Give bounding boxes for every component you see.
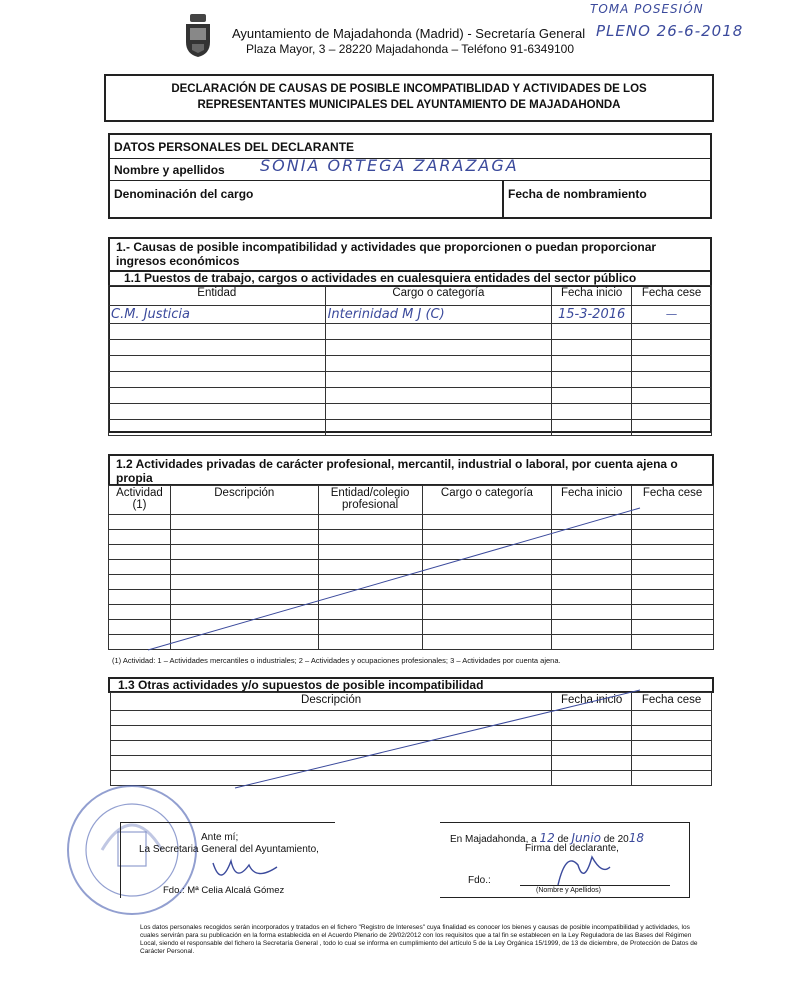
cell[interactable] — [632, 741, 712, 756]
cell[interactable] — [109, 605, 171, 620]
year-prefix: de 20 — [603, 834, 629, 845]
secretary-signature-icon — [211, 853, 281, 888]
data-protection-notice: Los datos personales recogidos serán incorporados y tratados en el fichero "Registro de Intereses" cuya finalidad es conocer los bienes y causas de posible incompatibilidad y actividades, los cuales servirán para su publicación en la forma establecida en el Acuerdo Plenario de 29/02/2012 con los requisitos que a tal fin se establecen en la Ley Reguladora de las Bases del Régimen Local, siendo el responsable del fichero la Secretaría General , todo lo cual se informa en cumplimiento del artículo 5 de la Ley Orgánica 15/1999, de 13 de diciembre, de Protección de Datos de Carácter Personal. — [140, 924, 698, 956]
col-descripcion: Descripción — [111, 693, 552, 711]
table-row — [109, 575, 714, 590]
cell[interactable] — [632, 560, 714, 575]
cell[interactable] — [170, 560, 318, 575]
cell[interactable] — [552, 340, 632, 356]
cell[interactable]: C.M. Justicia — [109, 306, 326, 324]
cell[interactable] — [632, 515, 714, 530]
table-row — [109, 306, 712, 324]
handwritten-note-date: PLENO 26-6-2018 — [596, 22, 744, 40]
cell[interactable] — [632, 372, 712, 388]
table-row — [109, 515, 714, 530]
cell[interactable] — [422, 545, 552, 560]
cell[interactable]: — — [632, 306, 712, 324]
cell[interactable] — [632, 388, 712, 404]
cell[interactable] — [111, 711, 552, 726]
cell[interactable] — [318, 590, 422, 605]
cell[interactable] — [632, 605, 714, 620]
cell[interactable] — [170, 575, 318, 590]
cell[interactable] — [632, 711, 712, 726]
cell[interactable] — [552, 605, 632, 620]
cell[interactable] — [170, 530, 318, 545]
table-row — [109, 372, 712, 388]
cell[interactable] — [318, 545, 422, 560]
table-row — [109, 356, 712, 372]
year-value[interactable]: 18 — [628, 831, 645, 845]
col-entidad-colegio: Entidad/colegio profesional — [318, 486, 422, 515]
cell[interactable] — [552, 530, 632, 545]
cell[interactable] — [422, 620, 552, 635]
section-2-heading: 1.2 Actividades privadas de carácter profesional, mercantil, industrial o laboral, por cuenta ajena o propia — [116, 457, 678, 485]
table-row — [109, 404, 712, 420]
cell[interactable] — [552, 756, 632, 771]
table-row — [111, 711, 712, 726]
cell[interactable] — [552, 372, 632, 388]
cell[interactable] — [325, 340, 552, 356]
cell[interactable] — [552, 388, 632, 404]
table-row — [111, 741, 712, 756]
cell[interactable] — [325, 420, 552, 436]
table-row — [111, 726, 712, 741]
cell[interactable] — [318, 575, 422, 590]
table-row — [109, 340, 712, 356]
cell[interactable] — [170, 515, 318, 530]
cell[interactable] — [632, 635, 714, 650]
position-label: Denominación del cargo — [114, 187, 254, 201]
cell[interactable] — [632, 575, 714, 590]
name-value[interactable]: SONIA ORTEGA ZARAZAGA — [260, 156, 519, 175]
cell[interactable] — [109, 372, 326, 388]
cell[interactable] — [552, 575, 632, 590]
cell[interactable] — [109, 560, 171, 575]
cell[interactable] — [422, 575, 552, 590]
place-label: En Majadahonda, a — [450, 834, 537, 845]
cell[interactable] — [109, 388, 326, 404]
table-row — [109, 420, 712, 436]
cell[interactable] — [111, 726, 552, 741]
cell[interactable] — [109, 420, 326, 436]
col-actividad: Actividad (1) — [109, 486, 171, 515]
cell[interactable] — [422, 635, 552, 650]
day-value[interactable]: 12 — [539, 831, 555, 845]
cell[interactable] — [422, 530, 552, 545]
col-cargo: Cargo o categoría — [422, 486, 552, 515]
cell[interactable] — [325, 372, 552, 388]
section-1-1-heading: 1.1 Puestos de trabajo, cargos o actividades en cualesquiera entidades del sector público — [110, 270, 710, 287]
cell[interactable] — [552, 404, 632, 420]
cell[interactable] — [109, 530, 171, 545]
col-fecha-cese: Fecha cese — [632, 286, 712, 306]
cell[interactable] — [318, 605, 422, 620]
name-label: Nombre y apellidos — [114, 163, 225, 177]
cell[interactable] — [552, 515, 632, 530]
cell[interactable] — [109, 635, 171, 650]
header-address: Plaza Mayor, 3 – 28220 Majadahonda – Teléfono 91-6349100 — [246, 42, 575, 56]
cell[interactable] — [552, 560, 632, 575]
table-row — [109, 388, 712, 404]
cell[interactable] — [109, 356, 326, 372]
cell[interactable] — [318, 620, 422, 635]
col-descripcion: Descripción — [170, 486, 318, 515]
cell[interactable] — [109, 545, 171, 560]
table-row — [109, 605, 714, 620]
cell[interactable] — [552, 741, 632, 756]
declarant-sign-label: Firma del declarante, — [525, 843, 619, 854]
cell[interactable] — [632, 545, 714, 560]
position-row — [110, 181, 710, 219]
table-other-activities — [110, 692, 712, 786]
cell[interactable] — [109, 515, 171, 530]
cell[interactable] — [109, 590, 171, 605]
table-row — [109, 545, 714, 560]
cell[interactable] — [318, 635, 422, 650]
cell[interactable] — [170, 635, 318, 650]
title-line-1: DECLARACIÓN DE CAUSAS DE POSIBLE INCOMPATIBLIDAD Y ACTIVIDADES DE LOS — [171, 83, 647, 96]
col-entidad: Entidad — [109, 286, 326, 306]
cell[interactable] — [422, 515, 552, 530]
cell[interactable] — [632, 590, 714, 605]
cell[interactable] — [552, 711, 632, 726]
table-row — [109, 620, 714, 635]
document-title — [104, 74, 714, 122]
col-fecha-inicio: Fecha inicio — [552, 286, 632, 306]
table-private-activities — [108, 485, 714, 650]
cell[interactable] — [632, 420, 712, 436]
cell[interactable] — [552, 771, 632, 786]
secretary-title: La Secretaria General del Ayuntamiento, — [139, 844, 319, 855]
name-row — [110, 156, 710, 181]
cell[interactable] — [109, 404, 326, 420]
table-public-sector — [108, 285, 712, 436]
cell[interactable] — [318, 530, 422, 545]
cell[interactable] — [111, 741, 552, 756]
cell[interactable] — [632, 356, 712, 372]
cell[interactable] — [422, 560, 552, 575]
table-row — [109, 324, 712, 340]
cell[interactable] — [552, 635, 632, 650]
personal-data-box — [108, 133, 712, 219]
col-cargo: Cargo o categoría — [325, 286, 552, 306]
month-value[interactable]: Junio — [571, 831, 601, 845]
cell[interactable]: Interinidad M J (C) — [325, 306, 552, 324]
col-fecha-cese: Fecha cese — [632, 486, 714, 515]
coat-of-arms-icon — [183, 14, 213, 58]
fdo-label: Fdo.: — [468, 875, 491, 886]
cell[interactable] — [552, 356, 632, 372]
table-row — [109, 530, 714, 545]
cell[interactable] — [552, 324, 632, 340]
cell[interactable] — [552, 726, 632, 741]
col-fecha-cese: Fecha cese — [632, 693, 712, 711]
handwritten-note-top: TOMA POSESIÓN — [590, 2, 704, 16]
cell[interactable] — [552, 545, 632, 560]
section-3-heading: 1.3 Otras actividades y/o supuestos de posible incompatibilidad — [118, 678, 484, 692]
cell[interactable] — [632, 340, 712, 356]
cell[interactable] — [632, 324, 712, 340]
personal-heading: DATOS PERSONALES DEL DECLARANTE — [110, 135, 710, 159]
cell[interactable] — [109, 620, 171, 635]
cell[interactable] — [632, 530, 714, 545]
cell[interactable] — [325, 404, 552, 420]
appointment-label: Fecha de nombramiento — [502, 181, 651, 219]
cell[interactable] — [422, 590, 552, 605]
cell[interactable] — [552, 420, 632, 436]
cell[interactable] — [170, 620, 318, 635]
cell[interactable] — [170, 545, 318, 560]
cell[interactable]: 15-3-2016 — [552, 306, 632, 324]
cell[interactable] — [632, 756, 712, 771]
cell[interactable] — [552, 590, 632, 605]
cell[interactable] — [422, 605, 552, 620]
table-row — [109, 635, 714, 650]
section-1-heading: 1.- Causas de posible incompatibilidad y actividades que proporcionen o puedan proporcionar ingresos económicos — [116, 240, 657, 268]
header-title: Ayuntamiento de Majadahonda (Madrid) - Secretaría General — [232, 26, 586, 41]
declarant-signature-icon — [552, 845, 612, 889]
col-fecha-inicio: Fecha inicio — [552, 693, 632, 711]
cell[interactable] — [170, 605, 318, 620]
cell[interactable] — [632, 726, 712, 741]
declarant-signature-box — [440, 822, 690, 898]
cell[interactable] — [632, 404, 712, 420]
cell[interactable] — [632, 771, 712, 786]
cell[interactable] — [552, 620, 632, 635]
activity-footnote: (1) Actividad: 1 – Actividades mercantiles o industriales; 2 – Actividades y ocupaciones profesionales; 3 – Actividades por cuenta ajena. — [112, 656, 561, 665]
cell[interactable] — [325, 388, 552, 404]
cell[interactable] — [170, 590, 318, 605]
section-3-box — [108, 677, 714, 693]
col-fecha-inicio: Fecha inicio — [552, 486, 632, 515]
cell[interactable] — [318, 560, 422, 575]
cell[interactable] — [109, 324, 326, 340]
table-row — [111, 756, 712, 771]
title-line-2: REPRESENTANTES MUNICIPALES DEL AYUNTAMIENTO DE MAJADAHONDA — [197, 99, 621, 111]
cell[interactable] — [325, 356, 552, 372]
table-row — [109, 590, 714, 605]
cell[interactable] — [109, 575, 171, 590]
cell[interactable] — [318, 515, 422, 530]
name-hint: (Nombre y Apellidos) — [536, 887, 601, 894]
secretary-signature-box — [120, 822, 335, 898]
section-2-box — [108, 454, 714, 486]
cell[interactable] — [111, 756, 552, 771]
table-row — [109, 560, 714, 575]
cell[interactable] — [109, 340, 326, 356]
de-label: de — [557, 834, 569, 845]
cell[interactable] — [325, 324, 552, 340]
secretary-name: Fdo.: Mª Celia Alcalá Gómez — [163, 885, 285, 896]
cell[interactable] — [632, 620, 714, 635]
ante-mi-label: Ante mí; — [201, 832, 239, 843]
